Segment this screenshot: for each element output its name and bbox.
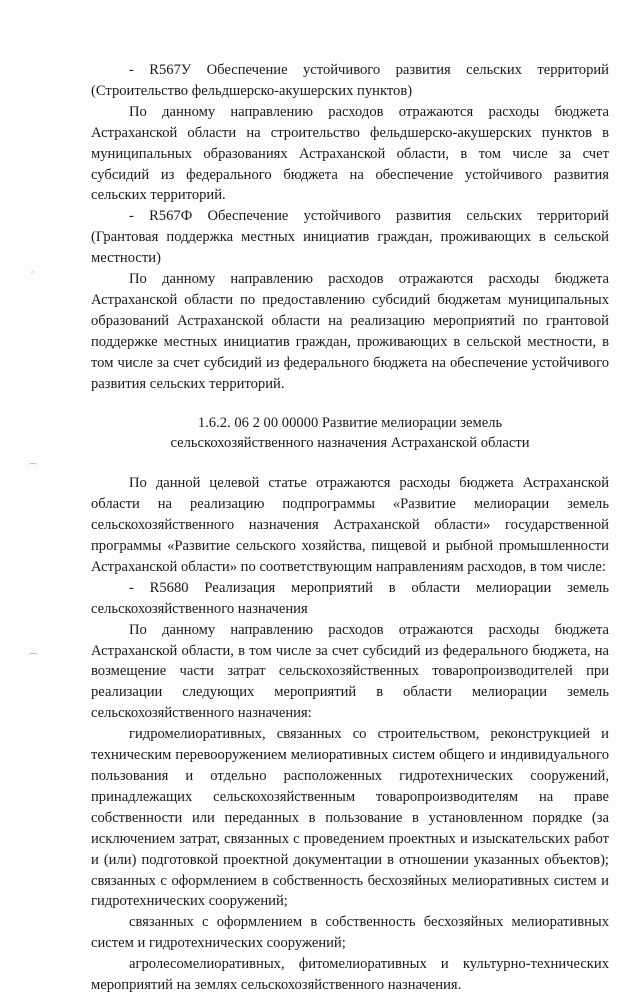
- paragraph-agroforest: агролесомелиоративных, фитомелиоративных и культурно-технических мероприятий на землях сельскохозяйственного назначения.: [91, 956, 609, 994]
- paragraph-r567f-description: По данному направлению расходов отражаются расходы бюджета Астраханской области по предоставлению субсидий бюджетам муниципальных образований Астраханской области на реализацию мероприятий по грантовой поддержке местных инициатив граждан, проживающих в сельской местности, в том числе за счет субсидий из федерального бюджета на обеспечение устойчивого развития сельских территорий.: [91, 271, 609, 392]
- scan-speck-2: ⌒: [28, 464, 38, 475]
- paragraph-r5680-description: По данному направлению расходов отражаются расходы бюджета Астраханской области, в том числе за счет субсидий из федерального бюджета, на возмещение части затрат сельскохозяйственных товаропроизводителей при реализации следующих мероприятий в области мелиорации земель сельскохозяйственного назначения:: [91, 621, 609, 722]
- paragraph-target-article: По данной целевой статье отражаются расходы бюджета Астраханской области на реализацию подпрограммы «Развитие мелиорации земель сельскохозяйственного назначения Астраханской области» государственной программы «Развитие сельского хозяйства, пищевой и рыбной промышленности Астраханской области» по соответствующим направлениям расходов, в том числе:: [91, 475, 609, 575]
- paragraph-r5680: - R5680 Реализация мероприятий в области мелиорации земель сельскохозяйственного назначения: [91, 579, 609, 617]
- paragraph-hydromelioration: гидромелиоративных, связанных со строительством, реконструкцией и техническим перевооружением мелиоративных систем общего и индивидуального пользования и отдельно расположенных гидротехнических сооружений, принадлежащих сельскохозяйственным товаропроизводителям на праве собственности или переданных в пользование в установленном порядке (за исключением затрат, связанных с проведением проектных и изыскательских работ и (или) подготовкой проектной документации в отношении указанных объектов); связанных с оформлением в собственность бесхозяйных мелиоративных систем и гидротехнических сооружений;: [91, 726, 609, 910]
- scan-speck-3: ⌒: [28, 654, 38, 665]
- section-heading-line-2: сельскохозяйственного назначения Астраханской области: [170, 435, 530, 452]
- paragraph-r567u-description: По данному направлению расходов отражаются расходы бюджета Астраханской области на строительство фельдшерско-акушерских пунктов в муниципальных образованиях Астраханской области, в том числе за счет субсидий из федерального бюджета на обеспечение устойчивого развития сельских территорий.: [91, 103, 609, 204]
- section-heading-line-1: 1.6.2. 06 2 00 00000 Развитие мелиорации земель: [197, 414, 503, 431]
- document-body: [91, 60, 609, 996]
- paragraph-r567u: - R567У Обеспечение устойчивого развития сельских территорий (Строительство фельдшерско-акушерских пунктов): [91, 62, 609, 99]
- scan-speck-1: ◦: [30, 268, 36, 279]
- paragraph-r567f: - R567Ф Обеспечение устойчивого развития сельских территорий (Грантовая поддержка местных инициатив граждан, проживающих в сельской местности): [91, 208, 609, 267]
- section-heading: [91, 413, 609, 455]
- paragraph-ownership: связанных с оформлением в собственность бесхозяйных мелиоративных систем и гидротехнических сооружений;: [91, 914, 609, 952]
